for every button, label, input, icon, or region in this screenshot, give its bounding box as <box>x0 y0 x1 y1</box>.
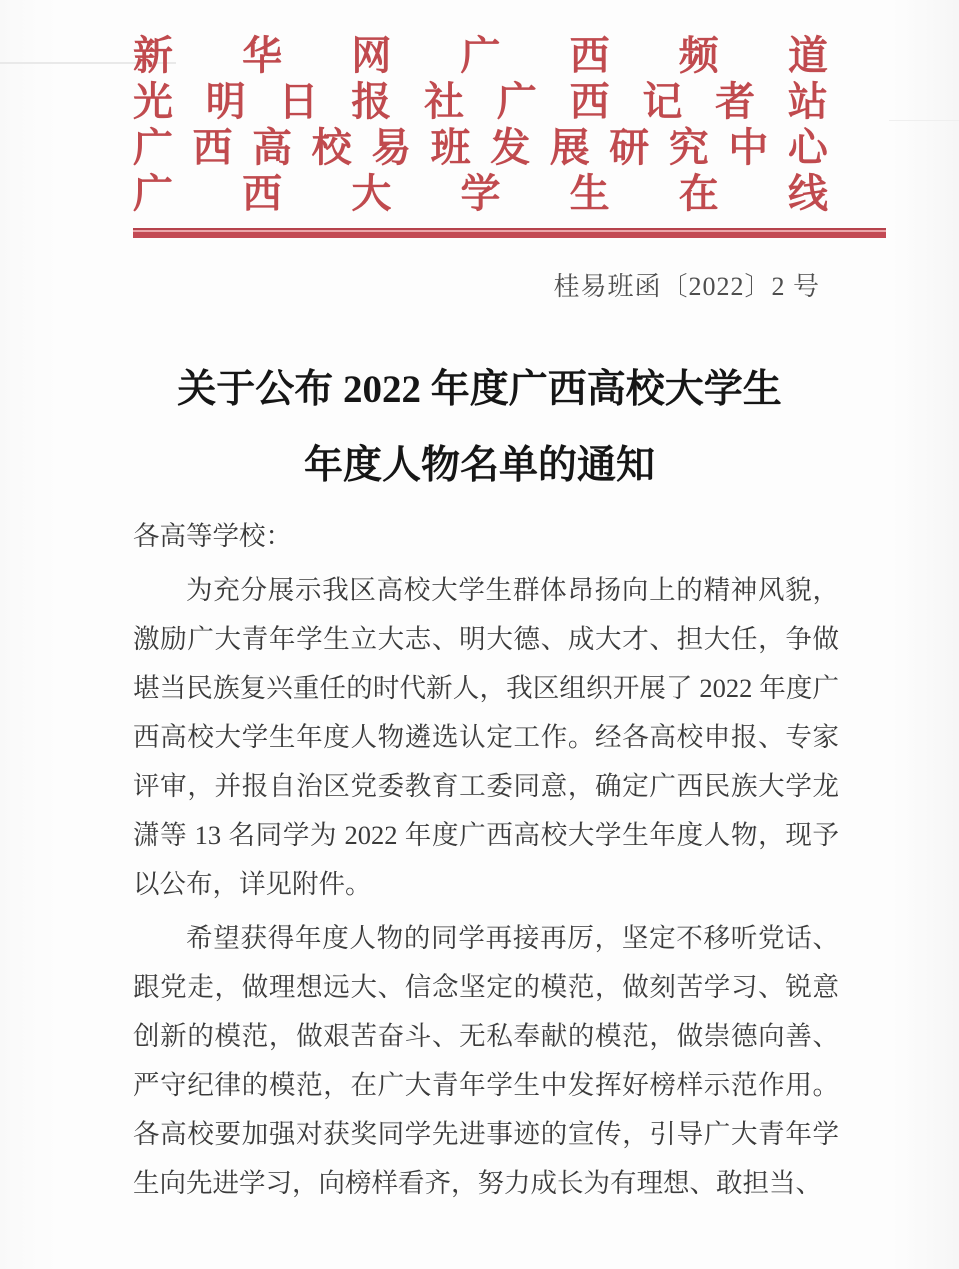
document-title-line-2: 年度人物名单的通知 <box>303 444 655 487</box>
scan-artifact <box>889 120 959 121</box>
letterhead-line-guangming-daily: 光 明 日 报 社 广 西 记 者 站 <box>133 79 828 124</box>
document-body <box>133 512 839 1208</box>
body-paragraph-1: 为充分展示我区高校大学生群体昂扬向上的精神风貌，激励广大青年学生立大志、明大德、成大才、担大任，争做堪当民族复兴重任的时代新人，我区组织开展了 2022 年度广西高校大学生年度人物遴选认定工作。经各高校申报、专家评审，并报自治区党委教育工委同意，确定广西民族大学龙潇等 13 名同学为 2022 年度广西高校大学生年度人物，现予以公布，详见附件。 <box>133 575 839 899</box>
letterhead-line-xinhuanet: 新 华 网 广 西 频 道 <box>133 33 828 78</box>
doc-number: 桂易班函〔2022〕2 号 <box>553 272 820 301</box>
document-title-line-1: 关于公布 2022 年度广西高校大学生 <box>177 368 782 411</box>
body-paragraph-2: 希望获得年度人物的同学再接再厉，坚定不移听党话、跟党走，做理想远大、信念坚定的模范，做刻苦学习、锐意创新的模范，做艰苦奋斗、无私奉献的模范，做崇德向善、严守纪律的模范，在广大青年学生中发挥好榜样示范作用。各高校要加强对获奖同学先进事迹的宣传，引导广大青年学生向先进学习，向榜样看齐，努力成长为有理想、敢担当、 <box>133 923 839 1198</box>
document-title <box>0 352 959 504</box>
letterhead <box>133 33 828 217</box>
letterhead-divider-rule <box>133 228 886 238</box>
salutation: 各高等学校： <box>133 521 292 551</box>
letterhead-line-students-online: 广 西 大 学 生 在 线 <box>133 171 828 216</box>
letterhead-line-yiban-center: 广 西 高 校 易 班 发 展 研 究 中 心 <box>133 125 828 170</box>
